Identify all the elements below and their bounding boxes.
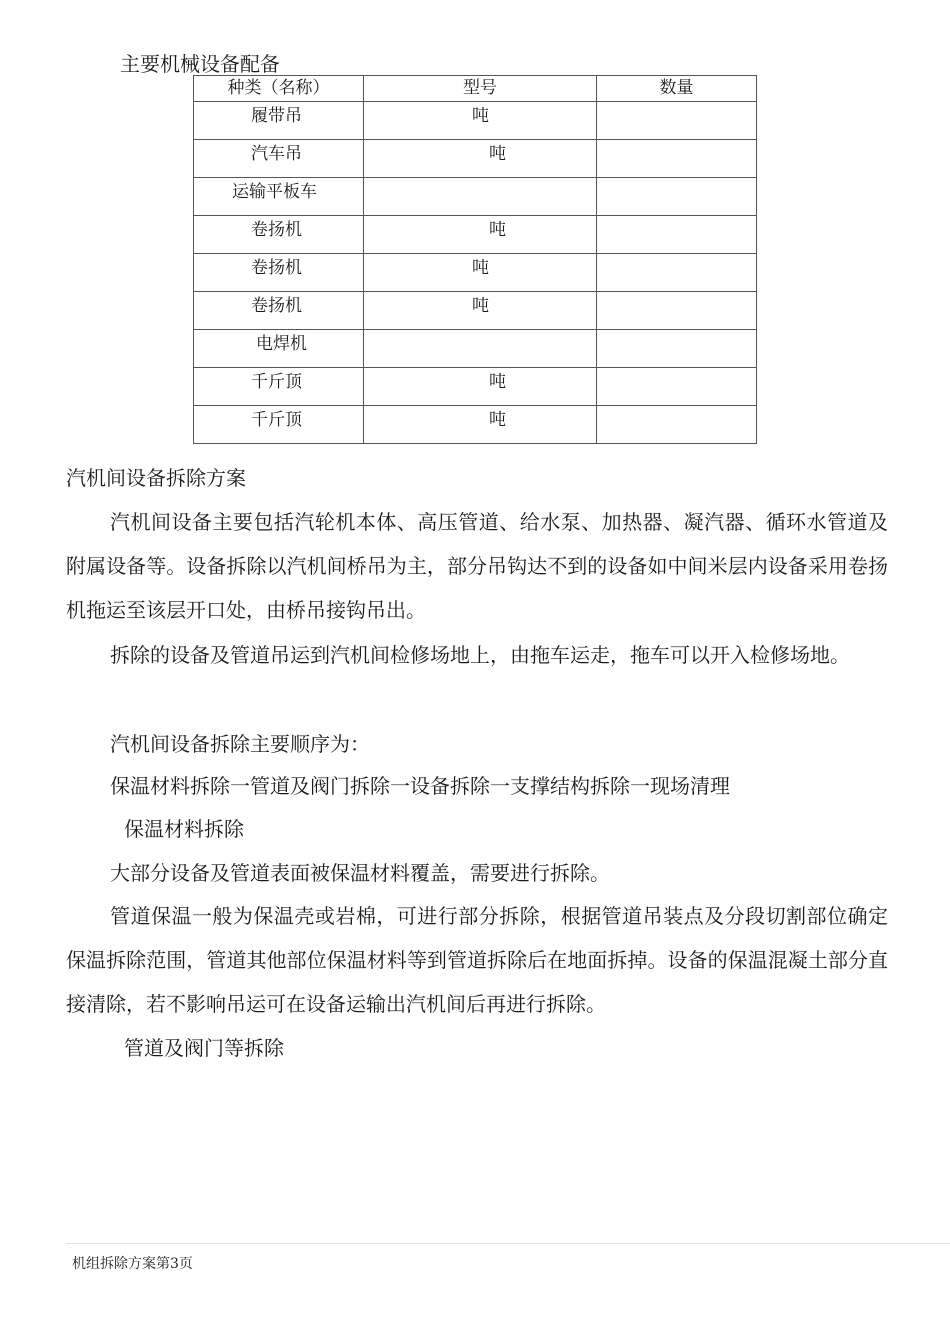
row-model (364, 178, 597, 216)
row-model: 吨 (364, 292, 597, 330)
row-model: 吨 (364, 140, 597, 178)
paragraph-overview: 汽机间设备主要包括汽轮机本体、高压管道、给水泵、加热器、凝汽器、循环水管道及附属设备等。设备拆除以汽机间桥吊为主，部分吊钩达不到的设备如中间米层内设备采用卷扬机拖运至该层开口处，由桥吊接钩吊出。 (66, 510, 888, 622)
table-row (194, 292, 757, 330)
table-row (194, 330, 757, 368)
order-sequence: 保温材料拆除一管道及阀门拆除一设备拆除一支撑结构拆除一现场清理 (110, 774, 730, 798)
header-model: 型号 (364, 76, 597, 102)
table-row (194, 406, 757, 444)
row-model: 吨 (364, 216, 597, 254)
row-name: 卷扬机 (194, 216, 364, 254)
row-name: 履带吊 (194, 102, 364, 140)
header-qty: 数量 (597, 76, 757, 102)
row-qty (597, 140, 757, 178)
row-qty (597, 102, 757, 140)
subheading-pipes-valves: 管道及阀门等拆除 (124, 1036, 284, 1060)
table-row (194, 254, 757, 292)
row-model: 吨 (364, 368, 597, 406)
row-name: 卷扬机 (194, 292, 364, 330)
row-name: 卷扬机 (194, 254, 364, 292)
paragraph-transport: 拆除的设备及管道吊运到汽机间检修场地上，由拖车运走，拖车可以开入检修场地。 (110, 643, 850, 667)
footer-divider (66, 1243, 950, 1244)
table-title: 主要机械设备配备 (120, 52, 280, 76)
paragraph-insulation-cover: 大部分设备及管道表面被保温材料覆盖，需要进行拆除。 (110, 861, 610, 885)
row-name: 千斤顶 (194, 406, 364, 444)
order-intro: 汽机间设备拆除主要顺序为： (110, 732, 370, 756)
row-qty (597, 178, 757, 216)
subheading-insulation: 保温材料拆除 (124, 817, 244, 841)
equipment-table (193, 75, 757, 444)
row-model: 吨 (364, 254, 597, 292)
table-row (194, 140, 757, 178)
paragraph-insulation-removal: 管道保温一般为保温壳或岩棉，可进行部分拆除，根据管道吊装点及分段切割部位确定保温拆除范围，管道其他部位保温材料等到管道拆除后在地面拆掉。设备的保温混凝土部分直接清除，若不影响吊运可在设备运输出汽机间后再进行拆除。 (66, 904, 888, 1016)
row-model: 吨 (364, 406, 597, 444)
header-name: 种类（名称） (194, 76, 364, 102)
row-name: 汽车吊 (194, 140, 364, 178)
row-qty (597, 254, 757, 292)
row-model (364, 330, 597, 368)
table-row (194, 216, 757, 254)
row-qty (597, 216, 757, 254)
row-qty (597, 406, 757, 444)
row-model: 吨 (364, 102, 597, 140)
row-name: 运输平板车 (194, 178, 364, 216)
table-header-row (194, 76, 757, 102)
table-row (194, 368, 757, 406)
row-qty (597, 330, 757, 368)
section-title: 汽机间设备拆除方案 (66, 466, 246, 490)
row-name: 千斤顶 (194, 368, 364, 406)
table-row (194, 178, 757, 216)
row-qty (597, 292, 757, 330)
row-qty (597, 368, 757, 406)
table-row (194, 102, 757, 140)
page-footer: 机组拆除方案第3页 (72, 1256, 193, 1272)
row-name: 电焊机 (194, 330, 364, 368)
